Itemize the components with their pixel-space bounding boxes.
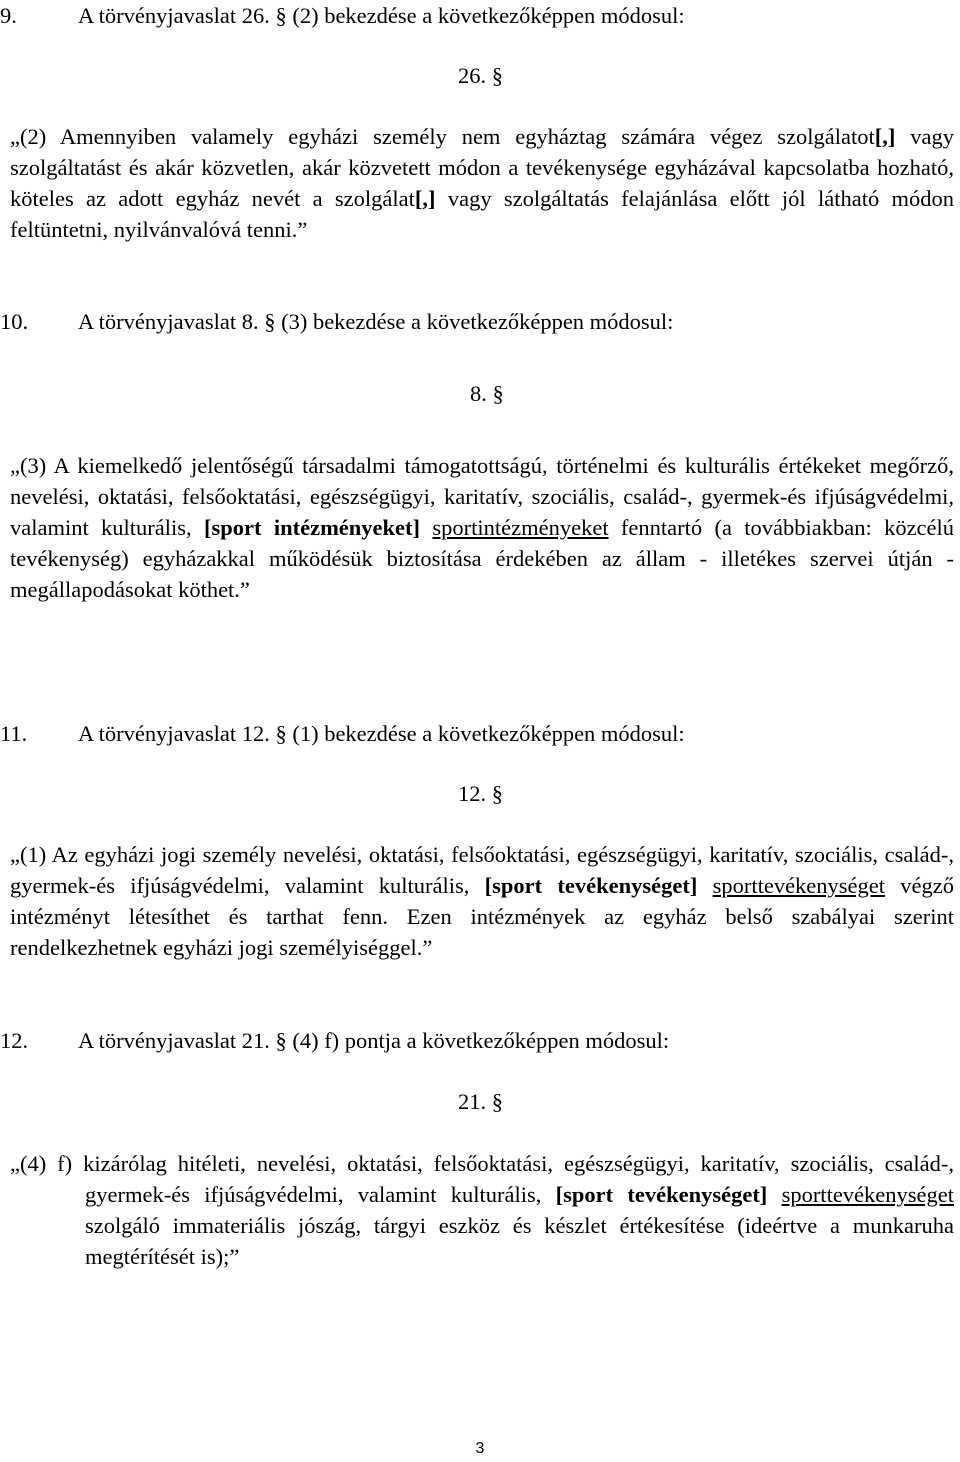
- section-heading-8: 8. §: [470, 381, 504, 406]
- instruction-text: A törvényjavaslat 8. § (3) bekezdése a következőképpen módosul:: [78, 309, 674, 334]
- text-run: vagy szolgáltatás felajánlása előtt jól látható módon feltüntetni, nyilvánvalóvá tenni.”: [10, 186, 954, 242]
- amendment-number: 11.: [0, 721, 28, 746]
- text-run: végző intézményt létesíthet és tarthat fenn. Ezen intézmények az egyház belső szabályai szerint rendelkezhetnek egyházi jogi személyiséggel.”: [10, 873, 955, 960]
- deleted-text: [,]: [874, 124, 896, 149]
- amendment-instruction-9: [0, 0, 685, 31]
- instruction-text: A törvényjavaslat 26. § (2) bekezdése a következőképpen módosul:: [78, 3, 685, 28]
- amendment-instruction-10: [0, 306, 673, 337]
- instruction-text: A törvényjavaslat 12. § (1) bekezdése a következőképpen módosul:: [78, 721, 685, 746]
- section-heading-21: 21. §: [458, 1089, 503, 1114]
- paragraph-26-2: [10, 121, 954, 245]
- section-heading-26: 26. §: [458, 63, 503, 88]
- deleted-text: [sport tevékenységet]: [484, 873, 698, 898]
- inserted-text: sporttevékenységet: [712, 873, 886, 898]
- amendment-number: 12.: [0, 1028, 29, 1053]
- deleted-text: [sport intézményeket]: [204, 515, 421, 540]
- paragraph-8-3: [10, 450, 954, 605]
- amendment-number: 10.: [0, 309, 29, 334]
- amendment-instruction-12: [0, 1025, 669, 1056]
- inserted-text: sportintézményeket: [432, 515, 609, 540]
- text-run: fenntartó (a továbbiakban: közcélú tevékenység) egyházakkal működésük biztosítása érdekében az állam - illetékes szervei útján - megállapodásokat köthet.”: [10, 515, 955, 602]
- text-run: szolgáló immateriális jószág, tárgyi eszköz és készlet értékesítése (ideértve a munkaruha megtérítését is);”: [85, 1213, 954, 1269]
- deleted-text: [sport tevékenységet]: [555, 1182, 768, 1207]
- paragraph-21-4-f: [10, 1148, 955, 1272]
- text-run: „(4) f) kizárólag hitéleti, nevelési, oktatási, felsőoktatási, egészségügyi, karitatív, szociális, család-, gyermek-és ifjúságvédelmi, valamint kulturális,: [10, 1151, 954, 1207]
- text-run: „(1) Az egyházi jogi személy nevelési, oktatási, felsőoktatási, egészségügyi, karitatív, szociális, család-, gyermek-és ifjúságvédelmi, valamint kulturális,: [10, 842, 954, 898]
- text-run: „(2) Amennyiben valamely egyházi személy nem egyháztag számára végez szolgálatot: [10, 124, 875, 149]
- instruction-text: A törvényjavaslat 21. § (4) f) pontja a következőképpen módosul:: [78, 1028, 670, 1053]
- deleted-text: [,]: [414, 186, 436, 211]
- text-run: vagy szolgáltatást és akár közvetlen, akár közvetett módon a tevékenysége egyházával kapcsolatba hozható, köteles az adott egyház nevét a szolgálat: [10, 124, 954, 211]
- text-run: „(3) A kiemelkedő jelentőségű társadalmi támogatottságú, történelmi és kulturális értékeket megőrző, nevelési, oktatási, felsőoktatási, egészségügyi, karitatív, szociális, család-, gyermek-és ifjúságvédelmi, valamint kulturális,: [10, 453, 954, 540]
- section-heading-12: 12. §: [458, 781, 503, 806]
- amendment-instruction-11: [0, 718, 685, 749]
- inserted-text: sporttevékenységet: [781, 1182, 955, 1207]
- amendment-number: 9.: [0, 3, 17, 28]
- page-number: 3: [475, 1440, 485, 1457]
- paragraph-12-1: [10, 839, 954, 963]
